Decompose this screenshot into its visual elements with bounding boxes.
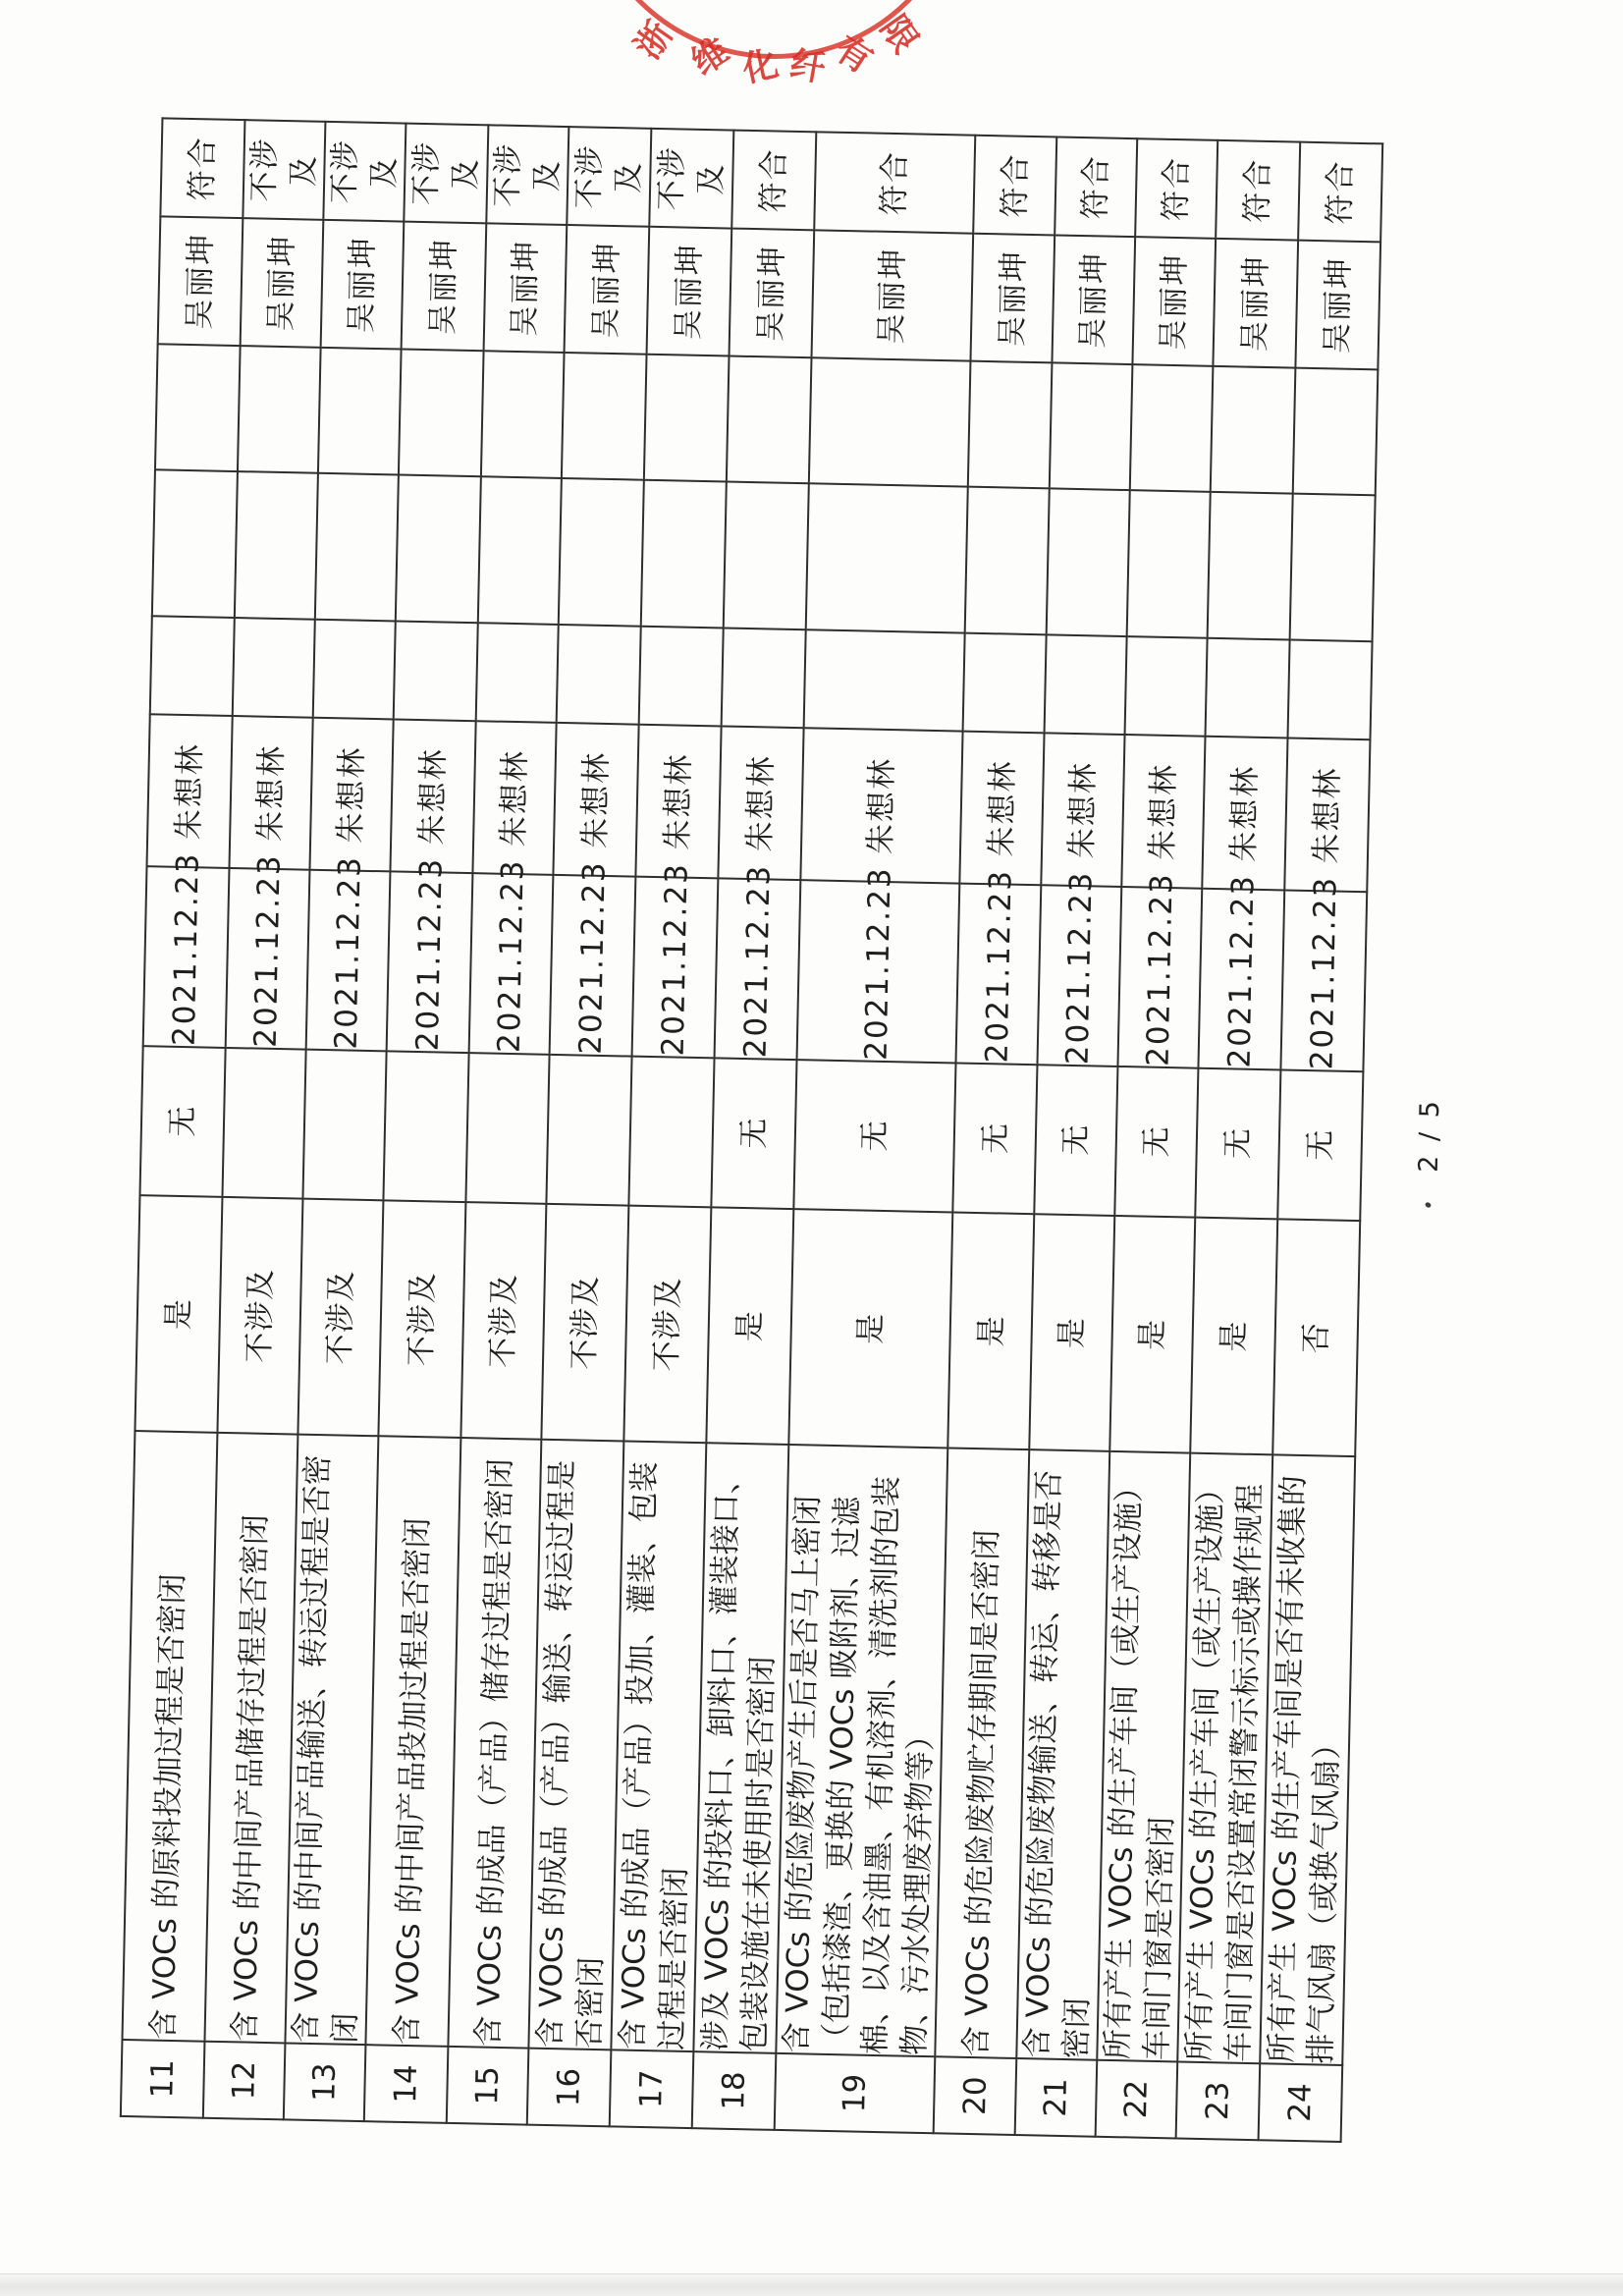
cell-empty-12: [235, 471, 318, 620]
cell-conclusion-22: 符合: [1135, 138, 1217, 239]
table-body: [121, 118, 1382, 2142]
cell-empty-11: [150, 616, 235, 716]
cell-content-18: 涉及 VOCs 的投料口、卸料口、灌装接口、包装设施在未使用时是否密闭: [693, 1443, 788, 2053]
cell-empty-23: [1208, 492, 1293, 640]
cell-inspector-14: 朱想林: [390, 719, 475, 873]
cell-problem-19: 无: [793, 1060, 955, 1212]
cell-empty-24: [1290, 494, 1376, 642]
cell-empty-20: [968, 361, 1053, 489]
cell-empty-13: [315, 473, 399, 622]
stamp-glyph: 纤: [786, 44, 829, 90]
cell-accompany-23: 吴丽坤: [1213, 239, 1298, 368]
cell-empty-19: [809, 357, 971, 486]
cell-empty-21: [1047, 488, 1130, 636]
cell-accompany-12: 吴丽坤: [241, 218, 324, 348]
cell-empty-20: [963, 633, 1047, 734]
cell-accompany-17: 吴丽坤: [647, 227, 732, 356]
cell-accompany-18: 吴丽坤: [730, 229, 815, 358]
cell-empty-18: [724, 481, 809, 629]
cell-problem-15: [465, 1053, 549, 1204]
cell-conclusion-12: 不涉及: [243, 120, 325, 220]
cell-content-17: 含 VOCs 的成品（产品）投加、灌装、包装过程是否密闭: [611, 1442, 706, 2052]
cell-content-15: 含 VOCs 的成品（产品）储存过程是否密闭: [448, 1438, 541, 2049]
cell-seq-14: 14: [364, 2045, 449, 2123]
cell-conclusion-24: 符合: [1298, 142, 1382, 243]
cell-answer-20: 是: [947, 1212, 1034, 1449]
cell-empty-14: [399, 350, 484, 477]
cell-answer-21: 是: [1029, 1214, 1114, 1451]
cell-empty-16: [559, 478, 644, 627]
cell-inspector-15: 朱想林: [472, 721, 556, 875]
stamp-glyph: 有: [828, 28, 880, 82]
cell-date-20: 2021.12.23: [955, 884, 1041, 1066]
cell-answer-13: 不涉及: [298, 1199, 383, 1437]
cell-seq-12: 12: [203, 2042, 286, 2120]
cell-date-16: 2021.12.23: [550, 875, 636, 1057]
cell-answer-18: 是: [706, 1207, 793, 1445]
cell-answer-16: 不涉及: [541, 1204, 628, 1442]
cell-date-14: 2021.12.23: [387, 871, 473, 1053]
cell-date-24: 2021.12.23: [1280, 890, 1367, 1071]
cell-answer-11: 是: [135, 1195, 222, 1433]
cell-accompany-19: 吴丽坤: [812, 230, 974, 360]
cell-conclusion-13: 不涉及: [323, 122, 406, 222]
cell-answer-14: 不涉及: [378, 1200, 465, 1438]
cell-content-11: 含 VOCs 的原料投加过程是否密闭: [122, 1431, 217, 2042]
cell-content-16: 含 VOCs 的成品（产品）输送、转运过程是否密闭: [528, 1440, 623, 2050]
cell-empty-12: [233, 618, 315, 718]
cell-conclusion-18: 符合: [731, 131, 816, 231]
cell-empty-13: [318, 348, 402, 475]
cell-conclusion-11: 符合: [160, 118, 244, 218]
cell-conclusion-21: 符合: [1055, 137, 1137, 237]
cell-answer-23: 是: [1190, 1218, 1277, 1455]
cell-empty-15: [478, 476, 562, 625]
cell-empty-14: [396, 474, 481, 623]
cell-empty-12: [238, 346, 321, 473]
stamp-glyph: 维: [684, 30, 736, 84]
cell-date-21: 2021.12.23: [1037, 885, 1121, 1066]
cell-date-13: 2021.12.23: [306, 870, 391, 1052]
cell-seq-19: 19: [775, 2053, 936, 2133]
cell-conclusion-23: 符合: [1216, 140, 1300, 241]
cell-empty-20: [965, 487, 1050, 635]
cell-content-12: 含 VOCs 的中间产品储存过程是否密闭: [204, 1433, 298, 2044]
cell-conclusion-20: 符合: [973, 136, 1056, 236]
stamp-glyph: 浙: [627, 14, 681, 67]
cell-inspector-23: 朱想林: [1202, 737, 1287, 891]
cell-problem-23: 无: [1195, 1068, 1280, 1220]
cell-inspector-21: 朱想林: [1041, 733, 1124, 887]
cell-problem-22: 无: [1114, 1066, 1198, 1218]
cell-empty-22: [1130, 364, 1214, 492]
inspection-table: [120, 117, 1383, 2143]
cell-inspector-20: 朱想林: [959, 732, 1044, 886]
cell-inspector-19: 朱想林: [800, 728, 962, 883]
cell-inspector-16: 朱想林: [553, 723, 638, 877]
cell-seq-17: 17: [610, 2050, 694, 2128]
cell-empty-21: [1045, 634, 1127, 735]
cell-empty-17: [641, 480, 727, 629]
cell-date-15: 2021.12.23: [469, 873, 554, 1055]
cell-content-21: 含 VOCs 的危险废物输送、转运、转移是否密闭: [1016, 1449, 1109, 2060]
cell-accompany-15: 吴丽坤: [484, 223, 568, 353]
cell-seq-20: 20: [934, 2056, 1017, 2135]
cell-answer-19: 是: [788, 1209, 952, 1448]
cell-seq-13: 13: [284, 2043, 366, 2121]
cell-seq-24: 24: [1259, 2063, 1343, 2142]
cell-empty-21: [1050, 362, 1133, 490]
cell-conclusion-16: 不涉及: [567, 127, 651, 227]
cell-conclusion-14: 不涉及: [404, 124, 488, 224]
cell-inspector-12: 朱想林: [229, 716, 312, 870]
cell-seq-21: 21: [1015, 2058, 1098, 2137]
cell-empty-24: [1293, 368, 1379, 496]
cell-empty-19: [804, 629, 965, 731]
cell-problem-17: [628, 1057, 714, 1208]
cell-date-11: 2021.12.23: [143, 866, 230, 1048]
cell-problem-18: 无: [711, 1058, 796, 1209]
cell-empty-15: [481, 351, 565, 478]
cell-accompany-16: 吴丽坤: [565, 225, 650, 355]
cell-seq-11: 11: [121, 2040, 205, 2118]
stamp-glyph: 限: [872, 8, 926, 61]
cell-inspector-17: 朱想林: [635, 725, 721, 879]
cell-seq-22: 22: [1096, 2060, 1178, 2139]
page-number: 2 / 5: [1413, 1097, 1446, 1174]
cell-empty-17: [639, 627, 724, 727]
cell-empty-18: [722, 628, 806, 728]
cell-problem-16: [546, 1055, 631, 1206]
inspection-table-rotated: [120, 119, 1368, 2142]
cell-content-19: 含 VOCs 的危险废物产生后是否马上密闭（包括漆渣、更换的 VOCs 吸附剂、过滤棉、以及含油墨、有机溶剂、清洗剂的包装物、污水处理废弃物等）: [776, 1445, 947, 2056]
cell-accompany-24: 吴丽坤: [1295, 241, 1380, 370]
scan-edge-shadow: [0, 2273, 1623, 2296]
cell-accompany-21: 吴丽坤: [1052, 235, 1135, 364]
cell-inspector-22: 朱想林: [1121, 735, 1205, 889]
cell-seq-18: 18: [692, 2051, 777, 2130]
cell-empty-16: [557, 625, 641, 725]
cell-date-22: 2021.12.23: [1117, 887, 1202, 1068]
cell-inspector-24: 朱想林: [1284, 738, 1370, 893]
cell-date-23: 2021.12.23: [1198, 889, 1284, 1070]
cell-problem-14: [383, 1051, 468, 1202]
cell-empty-18: [727, 356, 812, 484]
cell-accompany-13: 吴丽坤: [321, 220, 405, 350]
cell-content-22: 所有产生 VOCs 的生产车间（或生产设施）车间门窗是否密闭: [1097, 1451, 1190, 2062]
cell-empty-23: [1211, 366, 1296, 494]
cell-content-13: 含 VOCs 的中间产品输送、转运过程是否密闭: [285, 1435, 378, 2046]
cell-content-23: 所有产生 VOCs 的生产车间（或生产设施）车间门窗是否设置常闭警示标示或操作规程: [1177, 1453, 1272, 2064]
company-stamp: [550, 0, 1001, 91]
cell-empty-13: [313, 620, 396, 720]
scan-speck: [1425, 1201, 1433, 1208]
cell-conclusion-19: 符合: [814, 132, 975, 233]
cell-empty-23: [1206, 638, 1290, 738]
cell-empty-14: [394, 621, 478, 721]
cell-problem-20: 无: [952, 1064, 1037, 1215]
cell-problem-24: 无: [1277, 1069, 1363, 1221]
cell-accompany-22: 吴丽坤: [1132, 237, 1216, 366]
cell-empty-22: [1127, 490, 1211, 638]
cell-problem-13: [302, 1050, 386, 1201]
cell-accompany-14: 吴丽坤: [402, 222, 487, 352]
cell-conclusion-15: 不涉及: [486, 125, 568, 225]
cell-content-14: 含 VOCs 的中间产品投加过程是否密闭: [365, 1436, 460, 2047]
cell-seq-16: 16: [527, 2049, 612, 2127]
cell-empty-22: [1125, 636, 1208, 737]
cell-problem-11: 无: [139, 1046, 225, 1197]
cell-content-24: 所有产生 VOCs 的生产车间是否有未收集的排气风扇（或换气风扇）: [1260, 1454, 1355, 2065]
cell-empty-16: [562, 353, 647, 480]
stamp-glyph: 化: [738, 43, 783, 91]
cell-empty-11: [152, 469, 238, 618]
cell-date-19: 2021.12.23: [797, 880, 960, 1063]
cell-empty-15: [476, 623, 559, 723]
cell-empty-11: [155, 344, 241, 471]
cell-inspector-11: 朱想林: [147, 714, 233, 868]
cell-conclusion-17: 不涉及: [649, 129, 733, 229]
cell-date-12: 2021.12.23: [226, 868, 310, 1050]
cell-inspector-13: 朱想林: [309, 718, 393, 872]
cell-date-17: 2021.12.23: [632, 877, 719, 1059]
cell-answer-22: 是: [1109, 1216, 1195, 1453]
cell-answer-12: 不涉及: [217, 1197, 302, 1435]
cell-date-18: 2021.12.23: [715, 878, 801, 1060]
cell-seq-23: 23: [1176, 2061, 1261, 2140]
cell-problem-12: [222, 1048, 305, 1199]
cell-answer-17: 不涉及: [623, 1206, 711, 1444]
cell-empty-24: [1287, 640, 1372, 740]
cell-answer-15: 不涉及: [460, 1202, 546, 1440]
cell-accompany-11: 吴丽坤: [158, 216, 243, 346]
cell-empty-19: [806, 483, 968, 632]
cell-accompany-20: 吴丽坤: [970, 234, 1055, 363]
cell-problem-21: 无: [1034, 1065, 1117, 1216]
cell-answer-24: 否: [1272, 1219, 1360, 1456]
cell-content-20: 含 VOCs 的危险废物贮存期间是否密闭: [935, 1448, 1029, 2058]
cell-empty-17: [644, 355, 730, 482]
cell-inspector-18: 朱想林: [718, 726, 803, 880]
cell-seq-15: 15: [447, 2047, 529, 2125]
